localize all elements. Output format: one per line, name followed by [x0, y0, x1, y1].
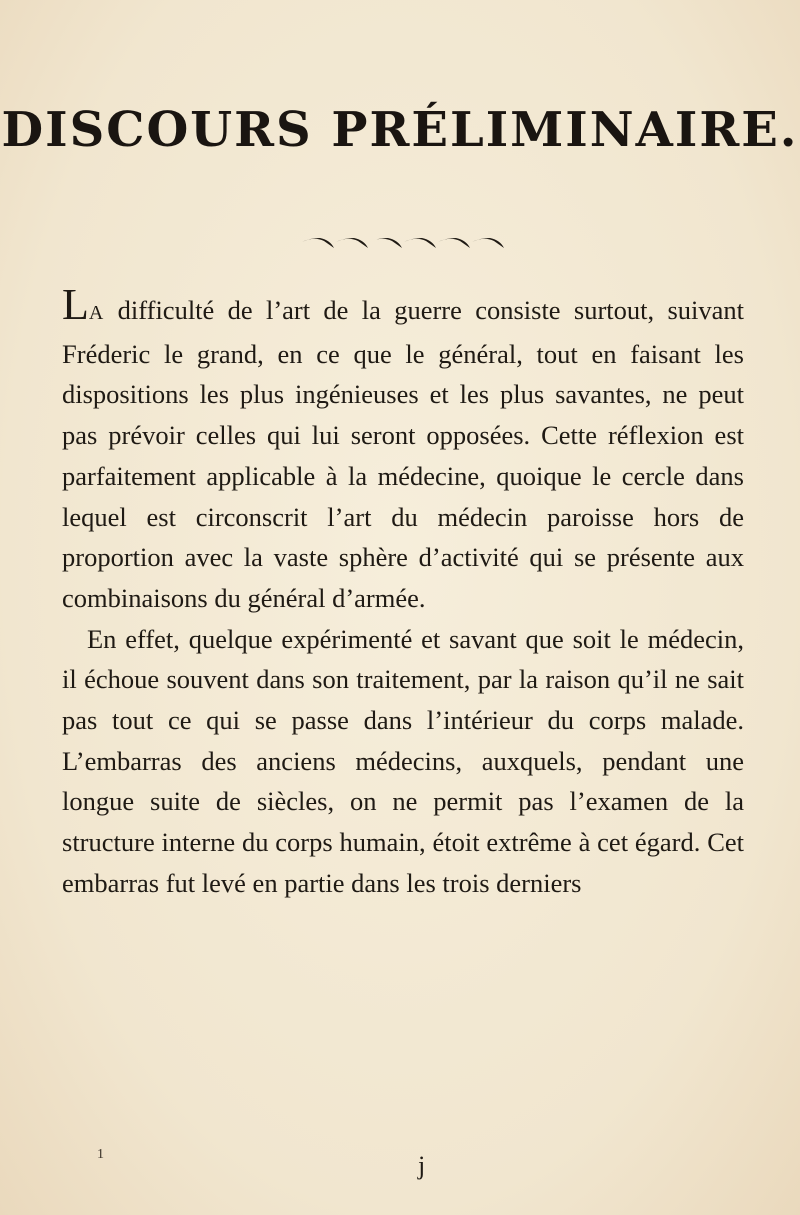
paragraph-2-text: En effet, quelque expérimenté et savant que soit le médecin, il échoue souvent dans son traitement, par la raison qu’il ne sait pas tout ce qui se passe dans l’intérieur du corps malade. L’embarras des anciens médecins, auxquels, pendant une longue suite de siècles, on ne permit pas l’examen de la structure interne du corps humain, étoit extrême à cet égard. Cet embarras fut levé en partie dans les trois derniers: [62, 623, 744, 898]
small-caps: A: [88, 302, 105, 324]
drop-cap: L: [62, 280, 89, 329]
signature-mark-right: j: [418, 1151, 426, 1180]
page-title: DISCOURS PRÉLIMINAIRE.: [1, 102, 799, 158]
paragraph-1-text: difficulté de l’art de la guerre consiste surtout, suivant Fréderic le grand, en ce que le général, tout en faisant les dispositions les plus ingénieuses et les plus savantes, ne peut pas prévoir celles qui lui seront opposées. Cette réflexion est parfaitement applicable à la médecine, quoique le cercle dans lequel est circonscrit l’art du médecin paroisse hors de proportion avec la vaste sphère d’activité qui se présente aux combinaisons du général d’armée.: [62, 295, 744, 613]
signature-mark-left: 1: [97, 1147, 104, 1162]
ornament-rule: [300, 232, 510, 254]
page-footer: [0, 1147, 800, 1187]
paragraph-1: [62, 280, 744, 619]
paragraph-2: [62, 619, 744, 904]
body-text: [62, 280, 744, 904]
